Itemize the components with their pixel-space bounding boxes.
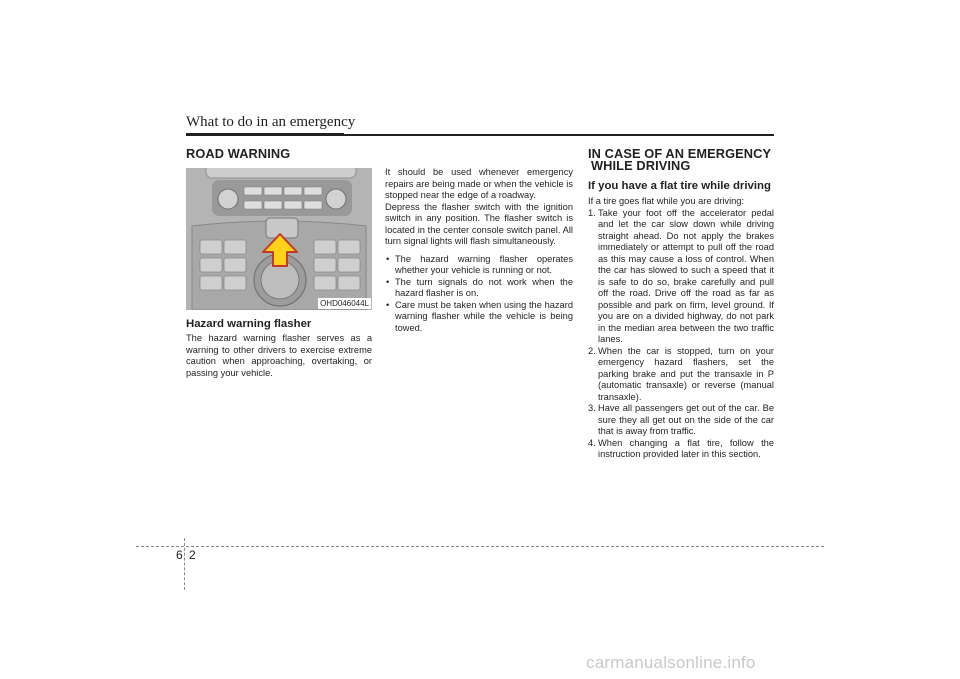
step-text: Take your foot off the accelerator pedal and let the car slow down while driving straight ahead. Do not apply the brakes immediately or attempt to pull off the road as this may cause a loss of control. When the car has slowed to such a speed that it is safe to do so, brake carefully and pull off the road. Drive off the road as far as possible and park on firm, level ground. If you are on a divided highway, do not park in the median area between the two traffic lanes.: [598, 207, 774, 344]
emergency-section-title: [588, 148, 778, 172]
flat-tire-heading: If you have a flat tire while driving: [588, 180, 771, 192]
step-number: 2.: [588, 345, 596, 356]
road-warning-title: ROAD WARNING: [186, 146, 291, 161]
header-rule: [186, 134, 774, 136]
site-watermark: carmanualsonline.info: [586, 653, 756, 672]
step-text: Have all passengers get out of the car. Be sure they all get out on the side of the car that is away from traffic.: [598, 403, 774, 436]
list-item: • The hazard warning flasher operates whether your vehicle is running or not.: [385, 254, 573, 277]
step-number: 1.: [588, 207, 596, 218]
footer-divider: [184, 538, 185, 590]
list-item: [588, 346, 774, 404]
footer-rule: [136, 546, 824, 547]
list-item: • Care must be taken when using the hazard warning flasher while the vehicle is being towed.: [385, 300, 573, 335]
switch-paragraph: Depress the flasher switch with the ignition switch in any position. The flasher switch is located in the center console switch panel. All turn signal lights will flash simultaneously.: [385, 201, 573, 246]
hazard-flasher-heading: Hazard warning flasher: [186, 318, 312, 330]
list-item: [588, 403, 774, 438]
hazard-flasher-paragraph: The hazard warning flasher serves as a warning to other drivers to exercise extreme caution when approaching, overtaking, or passing your vehicle.: [186, 333, 372, 378]
usage-paragraph: It should be used whenever emergency repairs are being made or when the vehicle is stopped near the edge of a roadway.: [385, 167, 573, 200]
middle-column: [385, 167, 573, 334]
step-text: When changing a flat tire, follow the instruction provided later in this section.: [598, 437, 774, 459]
list-item: [588, 438, 774, 461]
step-number: 4.: [588, 437, 596, 448]
emergency-title-line1: IN CASE OF AN EMERGENCY: [588, 146, 772, 161]
step-text: When the car is stopped, turn on your emergency hazard flashers, set the parking brake and put the transaxle in P (automatic transaxle) or reverse (manual transaxle).: [598, 345, 774, 402]
list-item: [588, 208, 774, 346]
chapter-number: 6: [176, 548, 183, 562]
console-illustration: [186, 168, 372, 310]
image-caption: OHD046044L: [320, 299, 369, 308]
hazard-switch-photo: [186, 168, 372, 310]
step-number: 3.: [588, 403, 596, 413]
emergency-title-line2: WHILE DRIVING: [591, 158, 691, 173]
right-column-body: [588, 196, 774, 461]
flat-tire-intro: If a tire goes flat while you are driving:: [588, 196, 745, 206]
page-number: 2: [189, 548, 196, 562]
flasher-bullet-list: [385, 254, 573, 335]
page-header-title: What to do in an emergency: [186, 114, 356, 130]
list-item: • The turn signals do not work when the hazard flasher is on.: [385, 277, 573, 300]
